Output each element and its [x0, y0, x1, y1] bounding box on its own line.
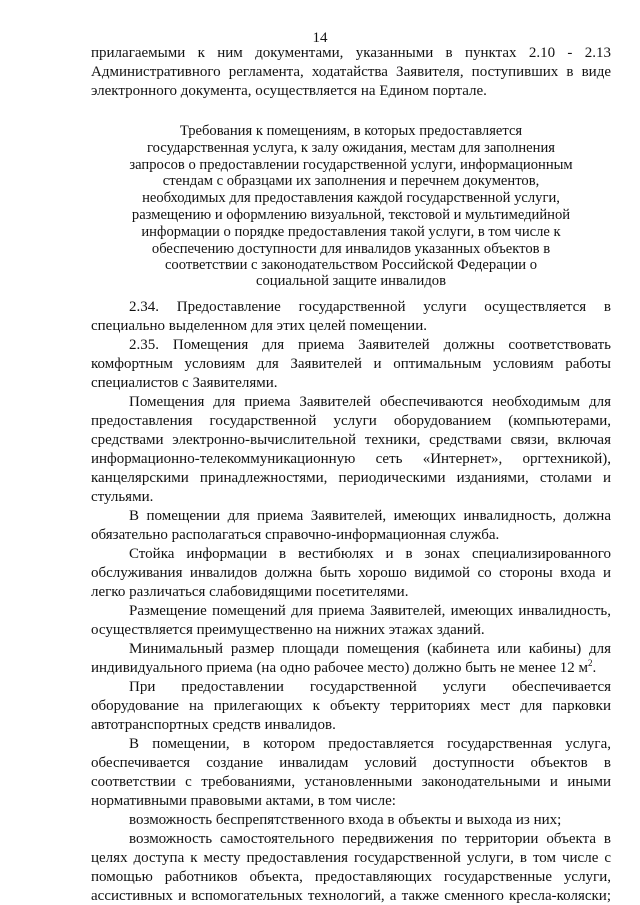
- text-line: специалистов с Заявителями.: [91, 375, 278, 391]
- text-line: автотранспортных средств инвалидов.: [91, 717, 336, 733]
- text-line: Административного регламента, ходатайства Заявителя, поступивших в виде: [91, 64, 611, 80]
- heading-line: размещению и оформлению визуальной, текстовой и мультимедийной: [131, 207, 571, 223]
- heading-line: запросов о предоставлении государственной услуги, информационным: [129, 157, 573, 173]
- text-line: информационно-телекоммуникационную сеть «Интернет», оргтехникой),: [91, 451, 611, 467]
- text-line: Размещение помещений для приема Заявителей, имеющих инвалидность,: [129, 603, 611, 619]
- text-line: В помещении для приема Заявителей, имеющих инвалидность, должна: [129, 508, 611, 524]
- heading-line: социальной защите инвалидов: [256, 273, 446, 289]
- area-text: индивидуального приема (на одно рабочее место) должно быть не менее 12 м: [91, 660, 588, 676]
- list-item: возможность беспрепятственного входа в объекты и выхода из них;: [129, 812, 562, 828]
- text-line: легко различаться слабовидящими посетителями.: [91, 584, 409, 600]
- page-number: 14: [312, 30, 328, 46]
- text-line: обеспечивается создание инвалидам условий доступности объектов в: [91, 755, 611, 771]
- clause-2-34-line: 2.34. Предоставление государственной услуги осуществляется в: [129, 299, 611, 315]
- text-line: В помещении, в котором предоставляется государственная услуга,: [129, 736, 611, 752]
- text-line: осуществляется преимущественно на нижних этажах зданий.: [91, 622, 485, 638]
- text-line: ассистивных и вспомогательных технологий, а также сменного кресла-коляски;: [91, 888, 611, 904]
- clause-2-35-line: 2.35. Помещения для приема Заявителей должны соответствовать: [129, 337, 611, 353]
- heading-line: обеспечению доступности для инвалидов указанных объектов в: [151, 241, 551, 257]
- heading-line: государственная услуга, к залу ожидания, местам для заполнения: [147, 140, 555, 156]
- text-line: Стойка информации в вестибюлях и в зонах специализированного: [129, 546, 611, 562]
- text-line: прилагаемыми к ним документами, указанными в пунктах 2.10 - 2.13: [91, 45, 611, 61]
- text-line: Помещения для приема Заявителей обеспечиваются необходимым для: [129, 394, 611, 410]
- heading-line: соответствии с законодательством Российской Федерации о: [164, 257, 538, 273]
- superscript-square: 2: [587, 658, 593, 668]
- text-line: соответствии с требованиями, установленными законодательными и иными: [91, 774, 611, 790]
- text-line: канцелярскими принадлежностями, периодическими изданиями, столами и: [91, 470, 611, 486]
- text-line: электронного документа, осуществляется на Едином портале.: [91, 83, 487, 99]
- heading-line: необходимых для предоставления каждой государственной услуги,: [142, 190, 560, 206]
- text-line: стульями.: [91, 489, 154, 505]
- heading-line: информации о порядке предоставления такой услуги, в том числе к: [141, 224, 561, 240]
- text-line: целях доступа к месту предоставления государственной услуги, в том числе с: [91, 850, 611, 866]
- list-item: возможность самостоятельного передвижения по территории объекта в: [129, 831, 611, 847]
- period: .: [592, 660, 597, 676]
- heading-line: стендам с образцами их заполнения и перечнем документов,: [162, 173, 540, 189]
- text-line: помощью работников объекта, предоставляющих государственные услуги,: [91, 869, 611, 885]
- text-line: [91, 659, 611, 677]
- text-line: комфортным условиям для Заявителей и оптимальным условиям работы: [91, 356, 611, 372]
- text-line: При предоставлении государственной услуги обеспечивается: [129, 679, 611, 695]
- text-line: обязательно располагаться справочно-информационная служба.: [91, 527, 500, 543]
- text-line: оборудование на прилегающих к объекту территориях мест для парковки: [91, 698, 611, 714]
- text-line: специально выделенном для этих целей помещении.: [91, 318, 427, 334]
- heading-line: Требования к помещениям, в которых предоставляется: [179, 123, 523, 139]
- text-line: нормативными правовыми актами, в том числе:: [91, 793, 396, 809]
- text-line: предоставления государственной услуги оборудованием (компьютерами,: [91, 413, 611, 429]
- text-line: обслуживания инвалидов должна быть хорошо видимой со стороны входа и: [91, 565, 611, 581]
- text-line: средствами электронно-вычислительной техники, средствами связи, включая: [91, 432, 611, 448]
- text-line: Минимальный размер площади помещения (кабинета или кабины) для: [129, 641, 611, 657]
